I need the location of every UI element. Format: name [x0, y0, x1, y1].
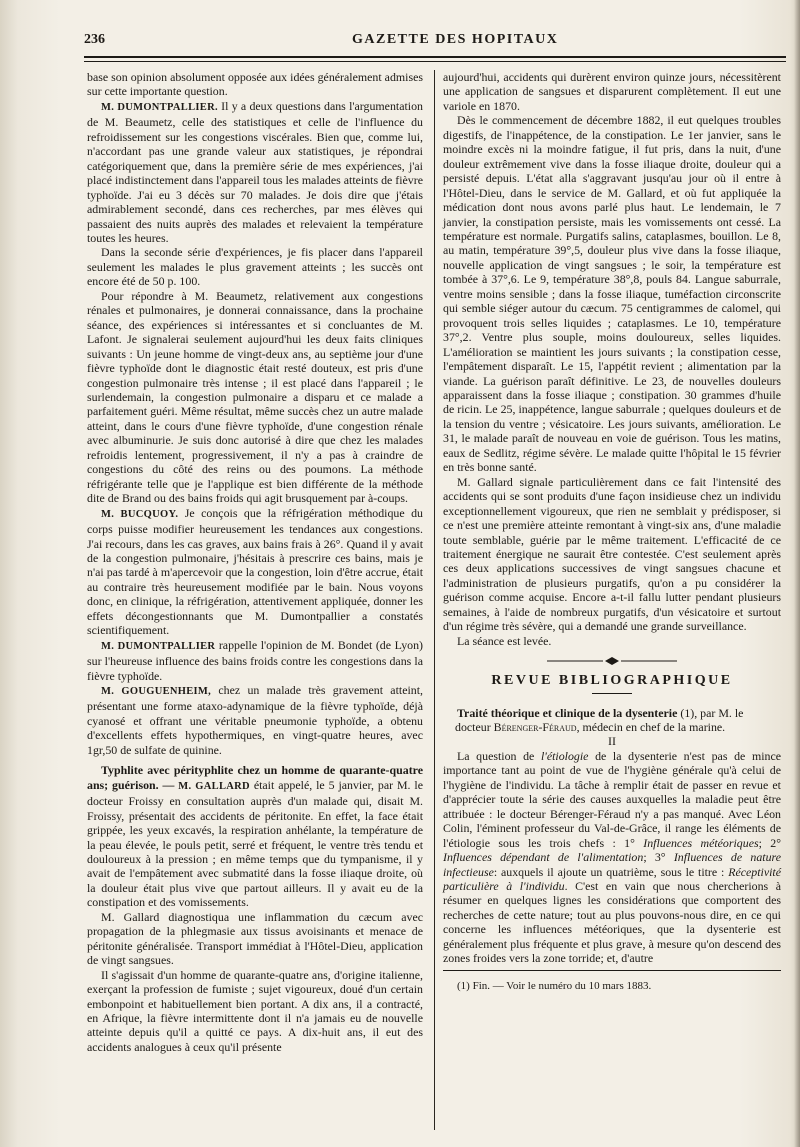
paragraph — [87, 506, 423, 638]
right-column — [443, 70, 781, 993]
page-edge-shadow — [794, 0, 800, 1147]
review-author-suffix: , médecin en chef de la marine. — [576, 720, 726, 735]
paragraph-text: chez un malade très gravement atteint, présentant une forme ataxo-adynamique de la fièvre typhoïde, déjà cyanosé et offrant une véritable pneumonie typhoïde, a obtenu d'excellents effets hypothermiques, en vingt-quatre heures, avec 1gr,50 de sulfate de quinine. — [87, 683, 423, 757]
section-ornament — [443, 656, 781, 666]
page-header — [84, 30, 784, 52]
italic-run: l'étiologie — [540, 748, 589, 763]
paragraph-text: Il y a deux questions dans l'argumentation de M. Beaumetz, celle des statistiques et celle de l'influence du refroidissement sur les congestions viscérales. Bien que, comme lui, n'accordant pas une grande valeur aux statistiques, je répondrai catégoriquement que, dans la première série de mes expériences, j'ai placé indistinctement dans l'appareil tous les malades atteints de fièvre typhoïde. J'ai eu 3 décès sur 70 malades. Je dois dire que j'étais admirablement secondé, dans ces recherches, par mes élèves qui passaient des nuits auprès des malades et relevaient la température toutes les heures. — [87, 98, 423, 245]
ornament-rule-icon — [547, 656, 677, 666]
italic-run: Influences de nature infectieuse — [443, 850, 781, 879]
paragraph — [87, 638, 423, 683]
page-number: 236 — [84, 32, 105, 47]
text-run: de la dysenterie n'est pas de mince importance tant au point de vue de l'hygiène générale qu'à celui de l'hygiène de l'individu. La tâche à remplir était de passer en revue et d'apprécier toute la série des causes auxquelles la maladie peut être attribuée : le docteur Bérenger-Féraud n'y a pas manqué. Avec Léon Colin, l'éminent professeur du Val-de-Grâce, il range les éléments de l'étiologie sous les trois chefs : 1° — [443, 748, 781, 850]
part-number: II — [608, 734, 616, 749]
review-author-name: Bérenger-Féraud — [493, 720, 577, 735]
left-column — [87, 70, 423, 1054]
paragraph: base son opinion absolument opposée aux idées généralement admises sur cette importante question. — [87, 70, 423, 99]
italic-run: Influences dépendant de l'alimentation — [443, 850, 644, 865]
paragraph-text: était appelé, le 5 janvier, par M. le docteur Froissy en consultation auprès d'un malade qui, disait M. Froissy, présentait des accidents de péritonite. En effet, la face était grippée, les yeux excavés, la respiration anhélante, la température de la peau élevée, le pouls petit, serré et fréquent, le ventre très tendu et douloureux à la pression ; en même temps que du tympanisme, il y avait de l'empâtement avec submatité dans la fosse iliaque droite, où la douleur était plus vive que partout ailleurs. Il y avait eu de la constipation et des vomissements. — [87, 777, 423, 910]
paragraph: Dès le commencement de décembre 1882, il eut quelques troubles digestifs, de l'inappétence, de la constipation. Le 1er janvier, sans le moindre excès ni la moindre fatigue, il fut pris, dans la nuit, d'une douleur extrêmement vive dans la fosse iliaque droite, douleur qui a persisté depuis. L'état alla s'aggravant jusqu'au jour où il entre à l'Hôtel-Dieu, dans le service de M. Gallard, et où fut appliquée la médication dont nous avons parlé plus haut. Le lendemain, le 7 janvier, la constipation persiste, mais les vomissements ont cessé. La température est normale. Purgatifs salins, cataplasmes, bouillon. Le 8, au matin, température 39°,5, douleur plus vive dans la fosse iliaque, nouvelle application de vingt sangsues ; le soir, la température est tombée à 37°,6. Le 9, température 38°,8, pouls 84. Langue saburrale, ventre moins sensible ; dans la fosse iliaque, tuméfaction circonscrite qui semble siéger autour du cæcum. 75 centigrammes de calomel, qui provoquent trois selles liquides ; cataplasmes. Le 10, température 37°,2. Ventre plus souple, moins douloureux, selles liquides. L'amélioration se maintient les jours suivants ; la constipation cesse, l'empâtement disparaît. Le 15, l'appétit revient ; alimentation par la viande. La guérison paraît définitive. Le 23, de nouvelles douleurs apparaissent dans la fosse iliaque ; constipation. 30 grammes d'huile de ricin. Le 25, inappétence, langue saburrale ; quelques douleurs et de la tension du ventre ; vésicatoire. Les jours suivants, amélioration. Le 31, le malade paraît de nouveau en voie de guérison. Tous les matins, eaux de Sedlitz, régime sévère. Le malade quitte l'hôpital le 15 février en très bonne santé. — [443, 113, 781, 475]
text-run: La question de — [457, 748, 541, 763]
speaker-name: M. GOUGUENHEIM, — [101, 686, 212, 698]
footnote-rule — [443, 970, 781, 971]
review-title-note: (1), par M. le — [677, 705, 744, 720]
paragraph — [443, 749, 781, 966]
text-run: . C'est en vain que nous chercherions à résumer en quelques lignes les considérations que comportent des recherches de cette nature; tout au plus pouvons-nous dire, en ce qui concerne les influences météoriques, que la dysenterie est généralement plus fréquente et plus grave, à mesure qu'on descend des zones froides vers la zone torride; et, d'autre — [443, 879, 781, 966]
paragraph — [87, 763, 423, 910]
paragraph: M. Gallard signale particulièrement dans ce fait l'intensité des accidents qui se sont produits d'une façon insidieuse chez un individu exceptionnellement vigoureux, que rien ne semblait y prédisposer, si ce n'est une première atteinte remontant à vingt-six ans, d'une maladie toute semblable, guérie par le même traitement. L'efficacité de ce traitement énergique ne saurait être contestée. C'est seulement après ces deux applications successives de vingt sangsues chacune et l'administration de plusieurs purgatifs, qu'on a pu considérer la guérison comme acquise. Encore a-t-il fallu lutter pendant plusieurs semaines, à l'aide de nombreux purgatifs, d'un vésicatoire et surtout d'un régime très sévère, qui a demandé une grande surveillance. — [443, 474, 781, 634]
review-title-line — [443, 706, 781, 720]
text-run: ; 2° — [758, 835, 781, 850]
section-heading: REVUE BIBLIOGRAPHIQUE — [491, 673, 733, 689]
case-title: Typhlite avec pérityphlite chez un homme de quarante-quatre ans; guérison. — — [87, 763, 423, 792]
speaker-name: M. BUCQUOY. — [101, 508, 179, 520]
paragraph: Il s'agissait d'un homme de quarante-quatre ans, d'origine italienne, exerçant la profession de fumiste ; sujet vigoureux, doué d'un certain embonpoint et habituellement bien portant. A dix ans, il a contracté, en Afrique, la fièvre intermittente dont il n'a jamais eu de nouvelle atteinte depuis qu'il a quitté ce pays. A dix-huit ans, il eut des accidents analogues à ceux qu'il présente — [87, 967, 423, 1054]
review-author-prefix: docteur — [455, 720, 494, 735]
paragraph: M. Gallard diagnostiqua une inflammation du cæcum avec propagation de la phlegmasie aux tissus avoisinants et menace de péritonite généralisée. Transport immédiat à l'Hôtel-Dieu, application de vingt sangsues. — [87, 909, 423, 968]
running-title: GAZETTE DES HOPITAUX — [352, 32, 559, 47]
paragraph — [87, 683, 423, 757]
paragraph: Dans la seconde série d'expériences, je fis placer dans l'appareil seulement les malades le plus gravement atteints ; les succès ont encore été de 50 p. 100. — [87, 245, 423, 289]
paragraph-text: Je conçois que la réfrigération méthodique du corps puisse modifier heureusement les tendances aux congestions. J'ai recours, dans les cas graves, aux bains frais à 26°. Quand il y avait de la congestion pulmonaire, j'hésitais à prescrire ces bains, mais je n'ai pas tardé à m'apercevoir que la congestion, loin d'être accrue, était au contraire très heureusement modifiée par le bain. Nous voyons donc, en clinique, la réfrigération, attentivement appliquée, donner les effets décongestionnants que M. Dumontpallier a constatés scientifiquement. — [87, 505, 424, 638]
speaker-name: M. GALLARD — [174, 780, 250, 792]
paragraph: Pour répondre à M. Beaumetz, relativement aux congestions rénales et pulmonaires, je donnerai connaissance, dans la prochaine séance, des expériences si intéressantes et si concluantes de M. Lafont. Je signalerai seulement aujourd'hui les deux faits cliniques suivants : Un jeune homme de vingt-deux ans, au septième jour d'une fièvre typhoïde dont le diagnostic était resté douteux, est pris d'une congestion pulmonaire très intense ; il est placé dans l'appareil ; le surlendemain, la congestion pulmonaire a disparu et ce malade a parfaitement guéri. Même résultat, même succès chez un autre malade atteint, dans le cours d'une fièvre typhoïde, d'une congestion rénale avec albuminurie. Je suis donc autorisé à dire que chez les malades refroidis lentement, progressivement, il n'y a pas à craindre de congestions du côté des reins ou des poumons. La méthode réfrigérante telle que je l'applique est bien différente de la méthode dite de Brand ou des bains froids qui agit brusquement par à-coups. — [87, 288, 423, 506]
paragraph — [87, 99, 423, 246]
text-run: : auxquels il ajoute un quatrième, sous le titre : — [493, 864, 729, 879]
speaker-name: M. DUMONTPALLIER. — [101, 101, 218, 113]
footnote: (1) Fin. — Voir le numéro du 10 mars 1883. — [457, 979, 652, 992]
column-divider — [434, 70, 435, 1130]
paragraph: aujourd'hui, accidents qui durèrent environ quinze jours, nécessitèrent une application de sangsues et disparurent complètement. Il eut une variole en 1870. — [443, 70, 781, 113]
italic-run: Influences météoriques — [643, 835, 759, 850]
review-book-title: Traité théorique et clinique de la dysenterie — [457, 705, 678, 720]
header-rule-thin — [84, 61, 786, 62]
speaker-name: M. DUMONTPALLIER — [101, 640, 216, 652]
review-author-line — [443, 720, 781, 734]
italic-run: Réceptivité particulière à l'individu — [443, 864, 781, 894]
paragraph: La séance est levée. — [457, 633, 552, 648]
paragraph-text: rappelle l'opinion de M. Bondet (de Lyon) sur l'heureuse influence des bains froids contre les congestions dans la fièvre typhoïde. — [87, 637, 423, 683]
header-rule — [84, 56, 786, 58]
text-run: ; 3° — [643, 850, 674, 865]
section-rule — [592, 693, 632, 694]
